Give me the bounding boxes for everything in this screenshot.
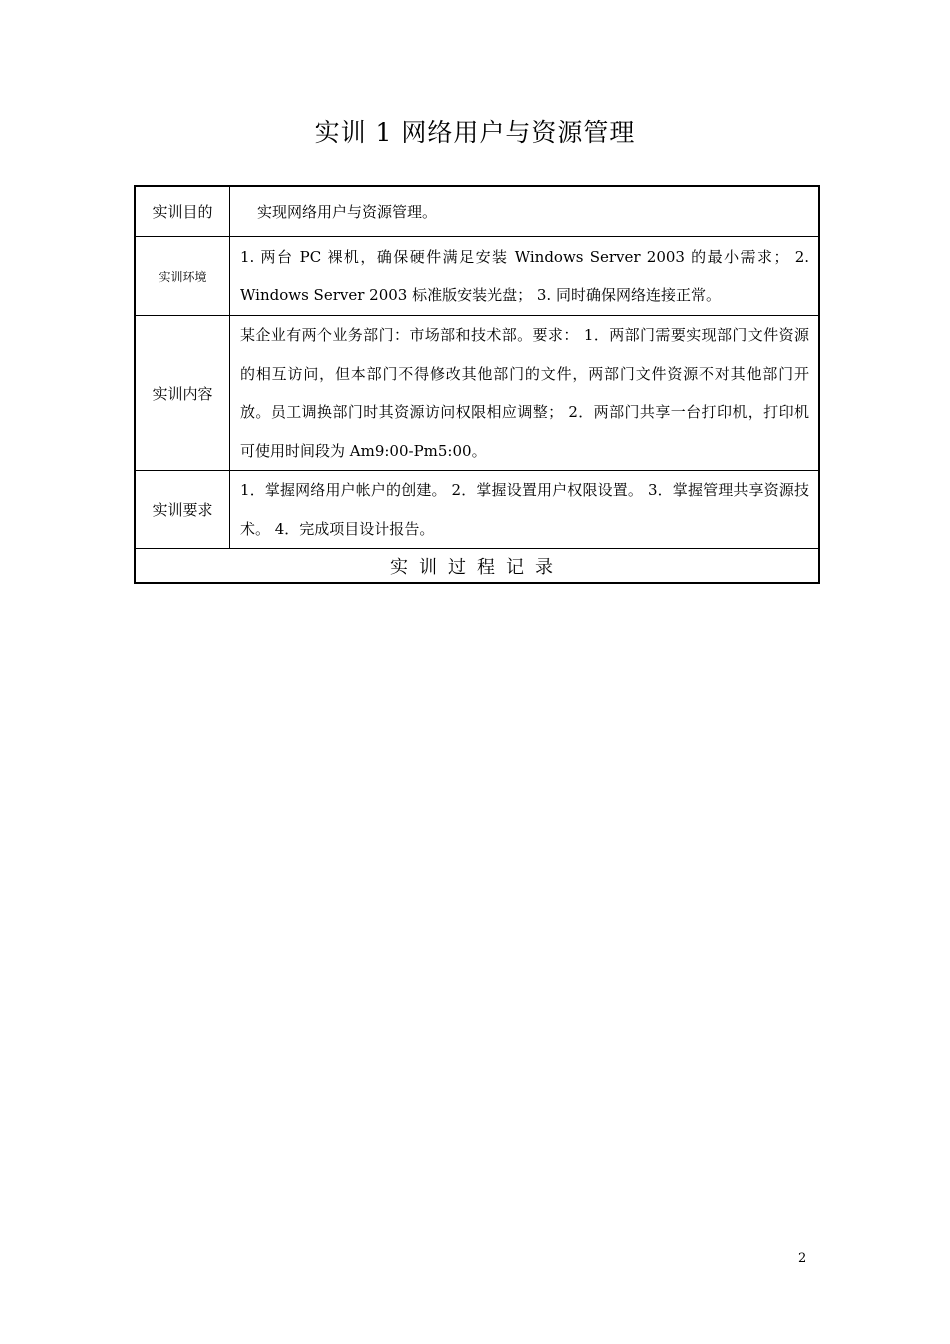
record-header: 实训过程记录 <box>135 549 819 584</box>
content-label: 实训内容 <box>135 316 230 471</box>
requirements-label: 实训要求 <box>135 471 230 549</box>
table-row-content <box>135 316 819 471</box>
table-row-environment <box>135 237 819 316</box>
content-text: 某企业有两个业务部门：市场部和技术部。要求： 1．两部门需要实现部门文件资源的相互访问，但本部门不得修改其他部门的文件，两部门文件资源不对其他部门开放。员工调换部门时其资源访问权限相应调整； 2．两部门共享一台打印机，打印机可使用时间段为 Am9:00-Pm5:00。 <box>230 316 820 471</box>
training-form-table <box>134 185 820 584</box>
document-title: 实训 1 网络用户与资源管理 <box>314 118 636 147</box>
environment-label: 实训环境 <box>135 237 230 316</box>
table-row-requirements <box>135 471 819 549</box>
purpose-label: 实训目的 <box>135 186 230 237</box>
table-row-record-header <box>135 549 819 584</box>
environment-content: 1. 两台 PC 裸机，确保硬件满足安装 Windows Server 2003 的最小需求； 2. Windows Server 2003 标准版安装光盘； 3. 同时确保网络连接正常。 <box>230 237 820 316</box>
table-row-purpose <box>135 186 819 237</box>
page-number: 2 <box>798 1251 807 1266</box>
purpose-content: 实现网络用户与资源管理。 <box>230 186 820 237</box>
requirements-content: 1．掌握网络用户帐户的创建。 2．掌握设置用户权限设置。 3．掌握管理共享资源技术。 4．完成项目设计报告。 <box>230 471 820 549</box>
